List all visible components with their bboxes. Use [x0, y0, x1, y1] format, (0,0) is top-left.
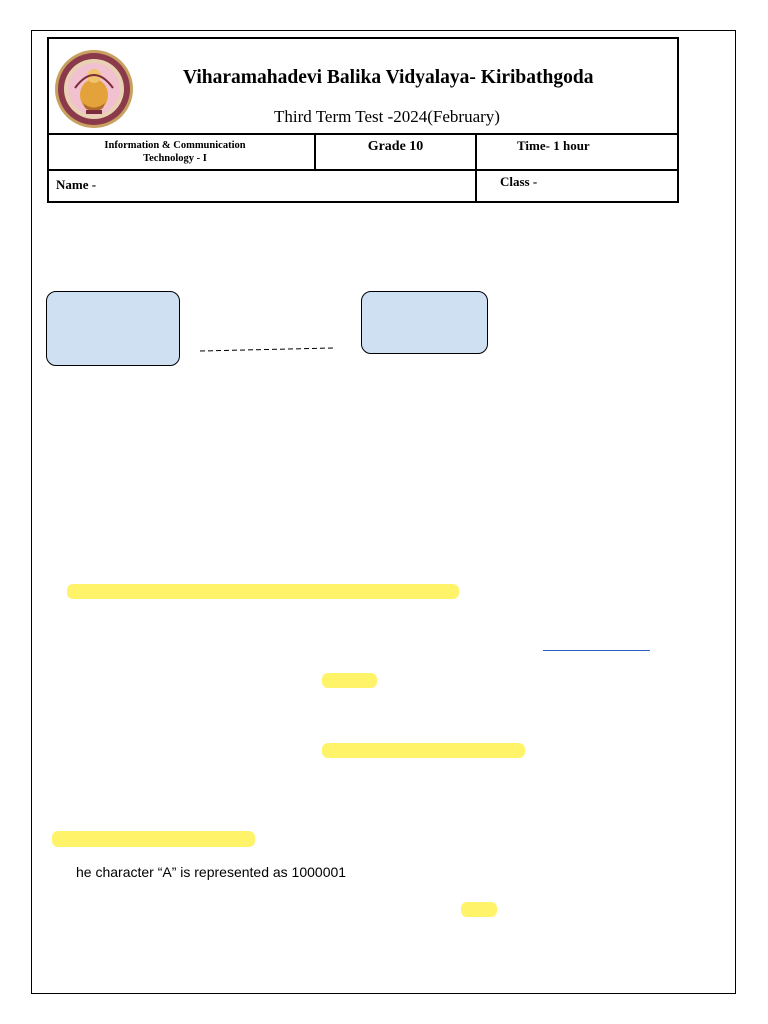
- highlight-word-2: [461, 902, 497, 917]
- time-label: Time- 1 hour: [517, 138, 590, 153]
- class-label: Class -: [500, 174, 538, 189]
- hyperlink-underline[interactable]: [543, 650, 650, 651]
- highlight-line-1: [67, 584, 459, 599]
- highlight-line-3: [52, 831, 255, 847]
- grade-cell: [314, 133, 477, 171]
- diagram-box-left: [46, 291, 180, 366]
- class-cell: [475, 169, 679, 203]
- time-cell: [475, 133, 679, 171]
- exam-header: [47, 37, 679, 203]
- header-info-row: [47, 133, 679, 171]
- school-name: Viharamahadevi Balika Vidyalaya- Kiribathgoda: [183, 67, 594, 88]
- dashed-connector: [199, 346, 335, 354]
- name-label: Name -: [56, 177, 97, 192]
- subject-cell: [47, 133, 316, 171]
- diagram-box-right: [361, 291, 488, 354]
- subject-label: [55, 139, 295, 165]
- name-cell: [47, 169, 477, 203]
- subject-line-1: Information & Communication: [104, 140, 246, 151]
- subject-line-2: Technology - I: [143, 153, 207, 164]
- highlight-line-2: [322, 743, 525, 758]
- character-representation-text: he character “A” is represented as 1000001: [76, 864, 347, 880]
- highlight-word-1: [322, 673, 377, 688]
- school-crest-logo: [53, 48, 135, 130]
- header-title-cell: [47, 37, 679, 135]
- header-student-row: [47, 169, 679, 203]
- grade-label: Grade 10: [367, 139, 424, 154]
- test-title: Third Term Test -2024(February): [274, 107, 500, 126]
